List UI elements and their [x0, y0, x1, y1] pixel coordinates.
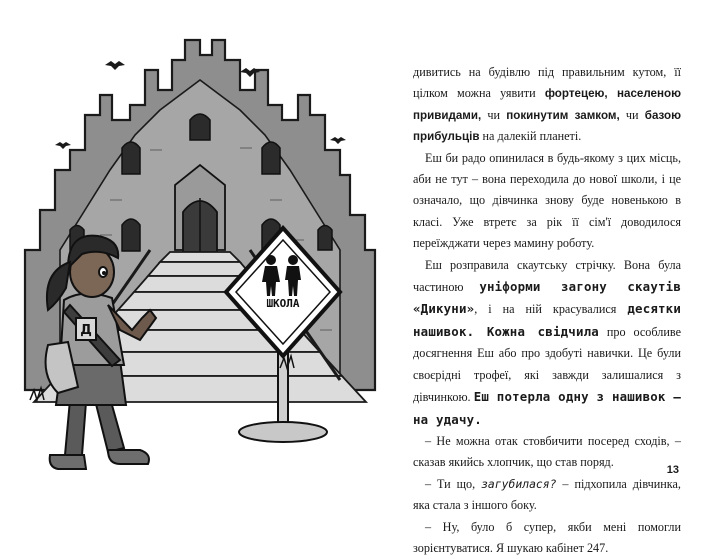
text-run: , і на ній красувалися: [474, 302, 628, 317]
paragraph: [413, 431, 681, 474]
text-run: Еш розправила скаутську стрічку. Вона була частиною: [413, 257, 681, 295]
emphasized-text: базою прибульців: [413, 108, 681, 144]
badge-letter: Д: [80, 323, 92, 338]
emphasized-text: фортецею, населеною привидами,: [413, 87, 681, 122]
page-number: 13: [666, 464, 679, 476]
text-run: чи: [619, 107, 645, 122]
sign-text: ШКОЛА: [266, 297, 300, 310]
text-run: – Ти що,: [425, 476, 482, 491]
paragraph: [413, 148, 681, 255]
text-column: [413, 62, 681, 559]
emphasized-text: уніформи загону скаутів «Дикуни»: [413, 279, 681, 317]
text-run: Еш би радо опинилася в будь-якому з цих місць, аби не тут – вона переходила до нової школи, і це означало, що дівчинка знову буде новенькою в класі. Уже втретє за рік її сім'ї доводилося переїжджати через мамину роботу.: [413, 150, 681, 251]
text-run: – підхопила дівчинка, яка стала з іншого боку.: [413, 476, 681, 513]
emphasized-text: Еш потерла одну з нашивок – на удачу.: [413, 389, 681, 427]
text-run: на далекій планеті.: [479, 129, 582, 144]
paragraph: [413, 62, 681, 148]
paragraph: [413, 474, 681, 517]
paragraph: [413, 517, 681, 559]
text-run: – Ну, було б супер, якби мені помогли зорієнтуватися. Я шукаю кабінет 247.: [413, 519, 681, 555]
emphasized-text: десятки нашивок. Кожна свідчила: [413, 301, 681, 339]
paragraph: [413, 255, 681, 431]
text-run: – Не можна отак стовбичити посеред сходів, – сказав якийсь хлопчик, що став поряд.: [413, 433, 681, 470]
emphasized-text: покинутим замком,: [506, 108, 620, 122]
text-run: чи: [481, 107, 507, 122]
text-run: про особливе досягнення Еш або про здобуті навички. Це були своєрідні трофеї, які завжди залишалися з дівчинкою.: [413, 324, 681, 405]
emphasized-text: загубилася?: [481, 476, 557, 491]
text-run: дивитись на будівлю під правильним кутом, її цілком можна уявити: [413, 65, 681, 101]
